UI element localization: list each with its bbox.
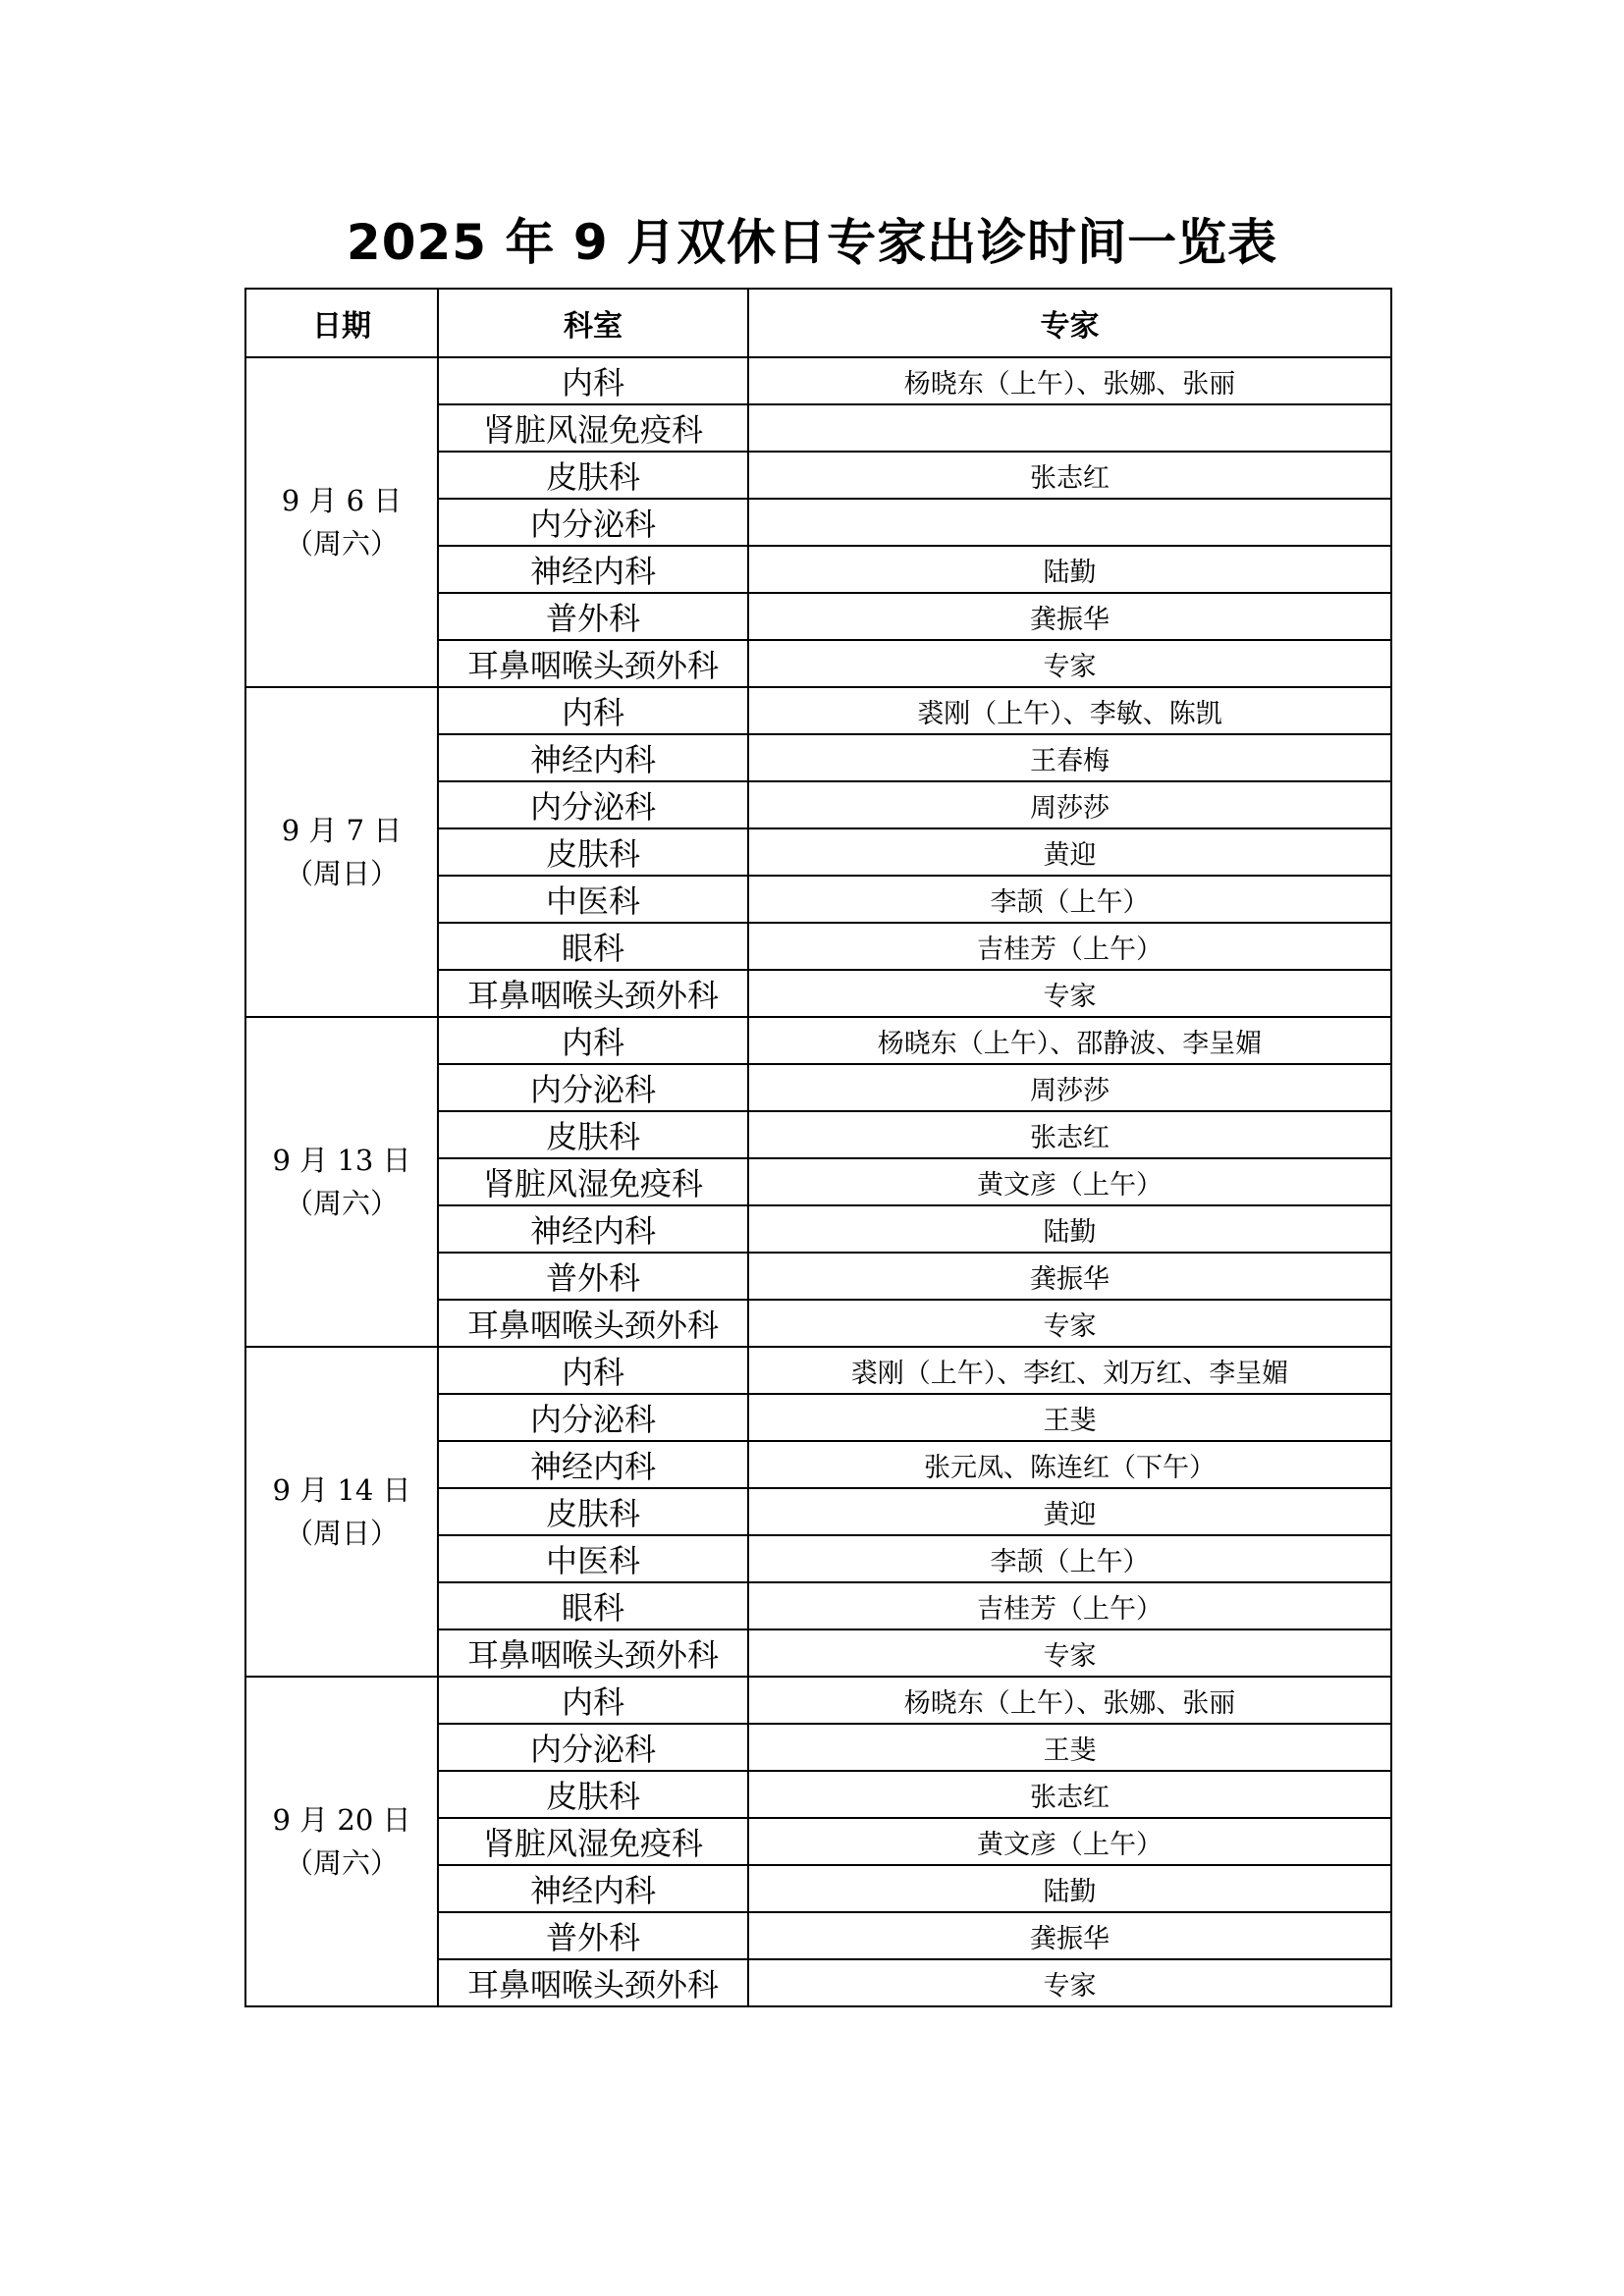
department-cell: 神经内科	[438, 1865, 748, 1912]
expert-cell: 杨晓东（上午）、张娜、张丽	[748, 1677, 1391, 1724]
expert-cell: 王斐	[748, 1724, 1391, 1771]
expert-cell: 黄迎	[748, 828, 1391, 876]
expert-cell: 张志红	[748, 1771, 1391, 1818]
expert-cell: 专家	[748, 640, 1391, 687]
department-cell: 内科	[438, 687, 748, 734]
department-cell: 皮肤科	[438, 1771, 748, 1818]
expert-cell: 吉桂芳（上午）	[748, 1582, 1391, 1629]
expert-cell: 黄迎	[748, 1488, 1391, 1535]
expert-cell: 专家	[748, 1959, 1391, 2006]
department-cell: 内科	[438, 357, 748, 404]
department-cell: 耳鼻咽喉头颈外科	[438, 1300, 748, 1347]
weekday-text: （周六）	[284, 527, 399, 561]
department-cell: 眼科	[438, 1582, 748, 1629]
weekday-text: （周日）	[284, 857, 399, 890]
expert-cell: 王春梅	[748, 734, 1391, 781]
department-cell: 皮肤科	[438, 1111, 748, 1158]
department-cell: 眼科	[438, 923, 748, 970]
expert-cell: 李颉（上午）	[748, 876, 1391, 923]
date-cell	[245, 1017, 438, 1347]
department-cell: 神经内科	[438, 734, 748, 781]
department-cell: 皮肤科	[438, 1488, 748, 1535]
department-cell: 神经内科	[438, 546, 748, 593]
department-cell: 内分泌科	[438, 781, 748, 828]
department-cell: 耳鼻咽喉头颈外科	[438, 640, 748, 687]
expert-cell	[748, 499, 1391, 546]
department-cell: 内科	[438, 1347, 748, 1394]
date-text: 9 月 20 日	[272, 1803, 411, 1837]
page-title: 2025 年 9 月双休日专家出诊时间一览表	[346, 214, 1278, 271]
expert-cell: 黄文彦（上午）	[748, 1158, 1391, 1205]
expert-cell: 陆勤	[748, 546, 1391, 593]
department-cell: 神经内科	[438, 1441, 748, 1488]
expert-cell: 专家	[748, 1629, 1391, 1677]
schedule-body	[245, 357, 1391, 2006]
expert-cell: 黄文彦（上午）	[748, 1818, 1391, 1865]
department-cell: 普外科	[438, 1912, 748, 1959]
department-cell: 中医科	[438, 1535, 748, 1582]
department-cell: 内分泌科	[438, 1394, 748, 1441]
expert-cell: 吉桂芳（上午）	[748, 923, 1391, 970]
department-cell: 耳鼻咽喉头颈外科	[438, 970, 748, 1017]
expert-cell: 杨晓东（上午）、邵静波、李呈媚	[748, 1017, 1391, 1064]
expert-cell: 专家	[748, 970, 1391, 1017]
expert-cell: 周莎莎	[748, 1064, 1391, 1111]
department-cell: 肾脏风湿免疫科	[438, 404, 748, 452]
weekday-text: （周六）	[284, 1187, 399, 1220]
table-row	[245, 357, 1391, 404]
weekday-text: （周日）	[284, 1517, 399, 1550]
expert-cell: 杨晓东（上午）、张娜、张丽	[748, 357, 1391, 404]
department-cell: 内分泌科	[438, 499, 748, 546]
expert-cell	[748, 404, 1391, 452]
department-cell: 肾脏风湿免疫科	[438, 1818, 748, 1865]
expert-cell: 陆勤	[748, 1865, 1391, 1912]
table-row	[245, 1347, 1391, 1394]
department-cell: 皮肤科	[438, 452, 748, 499]
expert-cell: 李颉（上午）	[748, 1535, 1391, 1582]
date-text: 9 月 13 日	[272, 1144, 411, 1177]
department-cell: 内科	[438, 1677, 748, 1724]
table-header-row	[245, 289, 1391, 357]
expert-cell: 龚振华	[748, 1912, 1391, 1959]
weekday-text: （周六）	[284, 1846, 399, 1880]
expert-cell: 周莎莎	[748, 781, 1391, 828]
date-text: 9 月 6 日	[281, 484, 403, 517]
department-column-header: 科室	[438, 289, 748, 357]
department-cell: 皮肤科	[438, 828, 748, 876]
date-cell	[245, 1347, 438, 1677]
department-cell: 内分泌科	[438, 1724, 748, 1771]
department-cell: 耳鼻咽喉头颈外科	[438, 1959, 748, 2006]
date-column-header: 日期	[245, 289, 438, 357]
department-cell: 普外科	[438, 1253, 748, 1300]
department-cell: 中医科	[438, 876, 748, 923]
expert-cell: 龚振华	[748, 593, 1391, 640]
date-cell	[245, 357, 438, 687]
table-row	[245, 1017, 1391, 1064]
department-cell: 普外科	[438, 593, 748, 640]
expert-cell: 张元凤、陈连红（下午）	[748, 1441, 1391, 1488]
expert-cell: 王斐	[748, 1394, 1391, 1441]
date-text: 9 月 14 日	[272, 1473, 411, 1507]
table-row	[245, 1677, 1391, 1724]
date-cell	[245, 687, 438, 1017]
department-cell: 内分泌科	[438, 1064, 748, 1111]
department-cell: 神经内科	[438, 1205, 748, 1253]
schedule-table	[244, 288, 1392, 2007]
department-cell: 耳鼻咽喉头颈外科	[438, 1629, 748, 1677]
table-row	[245, 687, 1391, 734]
department-cell: 肾脏风湿免疫科	[438, 1158, 748, 1205]
expert-cell: 专家	[748, 1300, 1391, 1347]
expert-cell: 裘刚（上午）、李敏、陈凯	[748, 687, 1391, 734]
expert-cell: 陆勤	[748, 1205, 1391, 1253]
expert-column-header: 专家	[748, 289, 1391, 357]
expert-cell: 龚振华	[748, 1253, 1391, 1300]
expert-cell: 张志红	[748, 1111, 1391, 1158]
date-text: 9 月 7 日	[281, 814, 403, 847]
expert-cell: 张志红	[748, 452, 1391, 499]
department-cell: 内科	[438, 1017, 748, 1064]
expert-cell: 裘刚（上午）、李红、刘万红、李呈媚	[748, 1347, 1391, 1394]
date-cell	[245, 1677, 438, 2006]
